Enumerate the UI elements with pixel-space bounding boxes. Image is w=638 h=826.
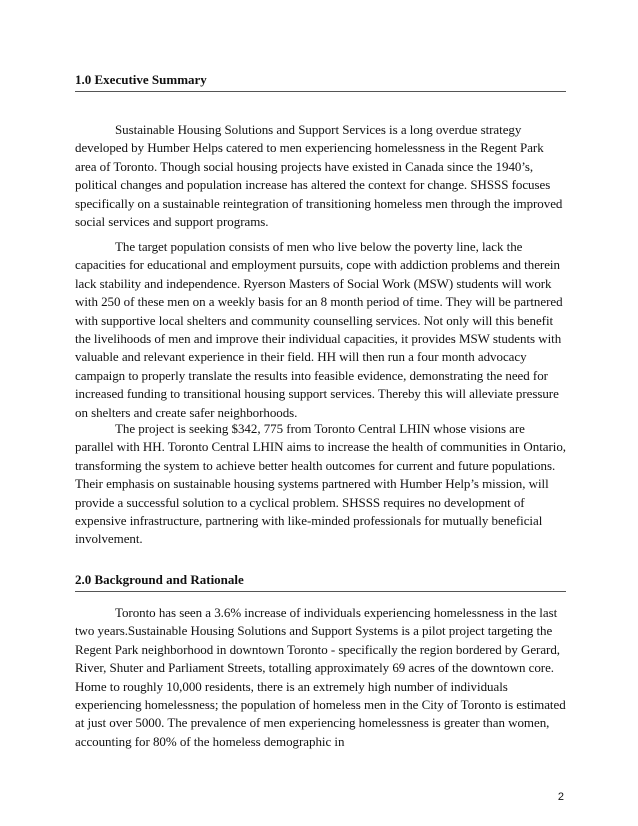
paragraph-executive-summary-3: The project is seeking $342, 775 from Toronto Central LHIN whose visions are parallel with HH. Toronto Central LHIN aims to increase the health of communities in Ontario, transforming the system to achieve better health outcomes for current and future populations. Their emphasis on sustainable housing systems partnered with Humber Help’s mission, will provide a successful solution to a cyclical problem. SHSSS requires no development of expensive infrastructure, partnering with like-minded professionals for mutually beneficial involvement. bbox=[75, 421, 566, 547]
page-number: 2 bbox=[557, 791, 564, 803]
paragraph-background-1: Toronto has seen a 3.6% increase of individuals experiencing homelessness in the last two years.Sustainable Housing Solutions and Support Systems is a pilot project targeting the Regent Park neighborhood in downtown Toronto - specifically the region bordered by Gerard, River, Shuter and Parliament Streets, totalling approximately 69 acres of the downtown core. Home to roughly 10,000 residents, there is an extremely high number of individuals experiencing homelessness; the population of homeless men in the City of Toronto is estimated at just over 5000. The prevalence of men experiencing homelessness is greater than women, accounting for 80% of the homeless demographic in bbox=[75, 605, 566, 749]
paragraph-executive-summary-1: Sustainable Housing Solutions and Support Services is a long overdue strategy developed by Humber Helps catered to men experiencing homelessness in the Regent Park area of Toronto. Though social housing projects have existed in Canada since the 1940’s, political changes and population increase has altered the context for change. SHSSS focuses specifically on a sustainable reintegration of transitioning homeless men through the improved social services and support programs. bbox=[75, 122, 563, 230]
paragraph-executive-summary-2: The target population consists of men who live below the poverty line, lack the capacities for educational and employment pursuits, cope with addiction problems and therein lack stability and independence. Ryerson Masters of Social Work (MSW) students will work with 250 of these men on a weekly basis for an 8 month period of time. They will be partnered with supportive local shelters and community counselling services. Not only will this benefit the livelihoods of men and improve their individual capacities, it provides MSW students with valuable and relevant experience in their field. HH will then run a four month advocacy campaign to properly translate the results into feasible evidence, demonstrating the need for increased funding to transitional housing support services. Thereby this will alleviate pressure on shelters and create safer neighborhoods. bbox=[75, 239, 563, 420]
section-heading-executive-summary: 1.0 Executive Summary bbox=[75, 71, 566, 92]
section-heading-background-rationale: 2.0 Background and Rationale bbox=[75, 571, 566, 592]
